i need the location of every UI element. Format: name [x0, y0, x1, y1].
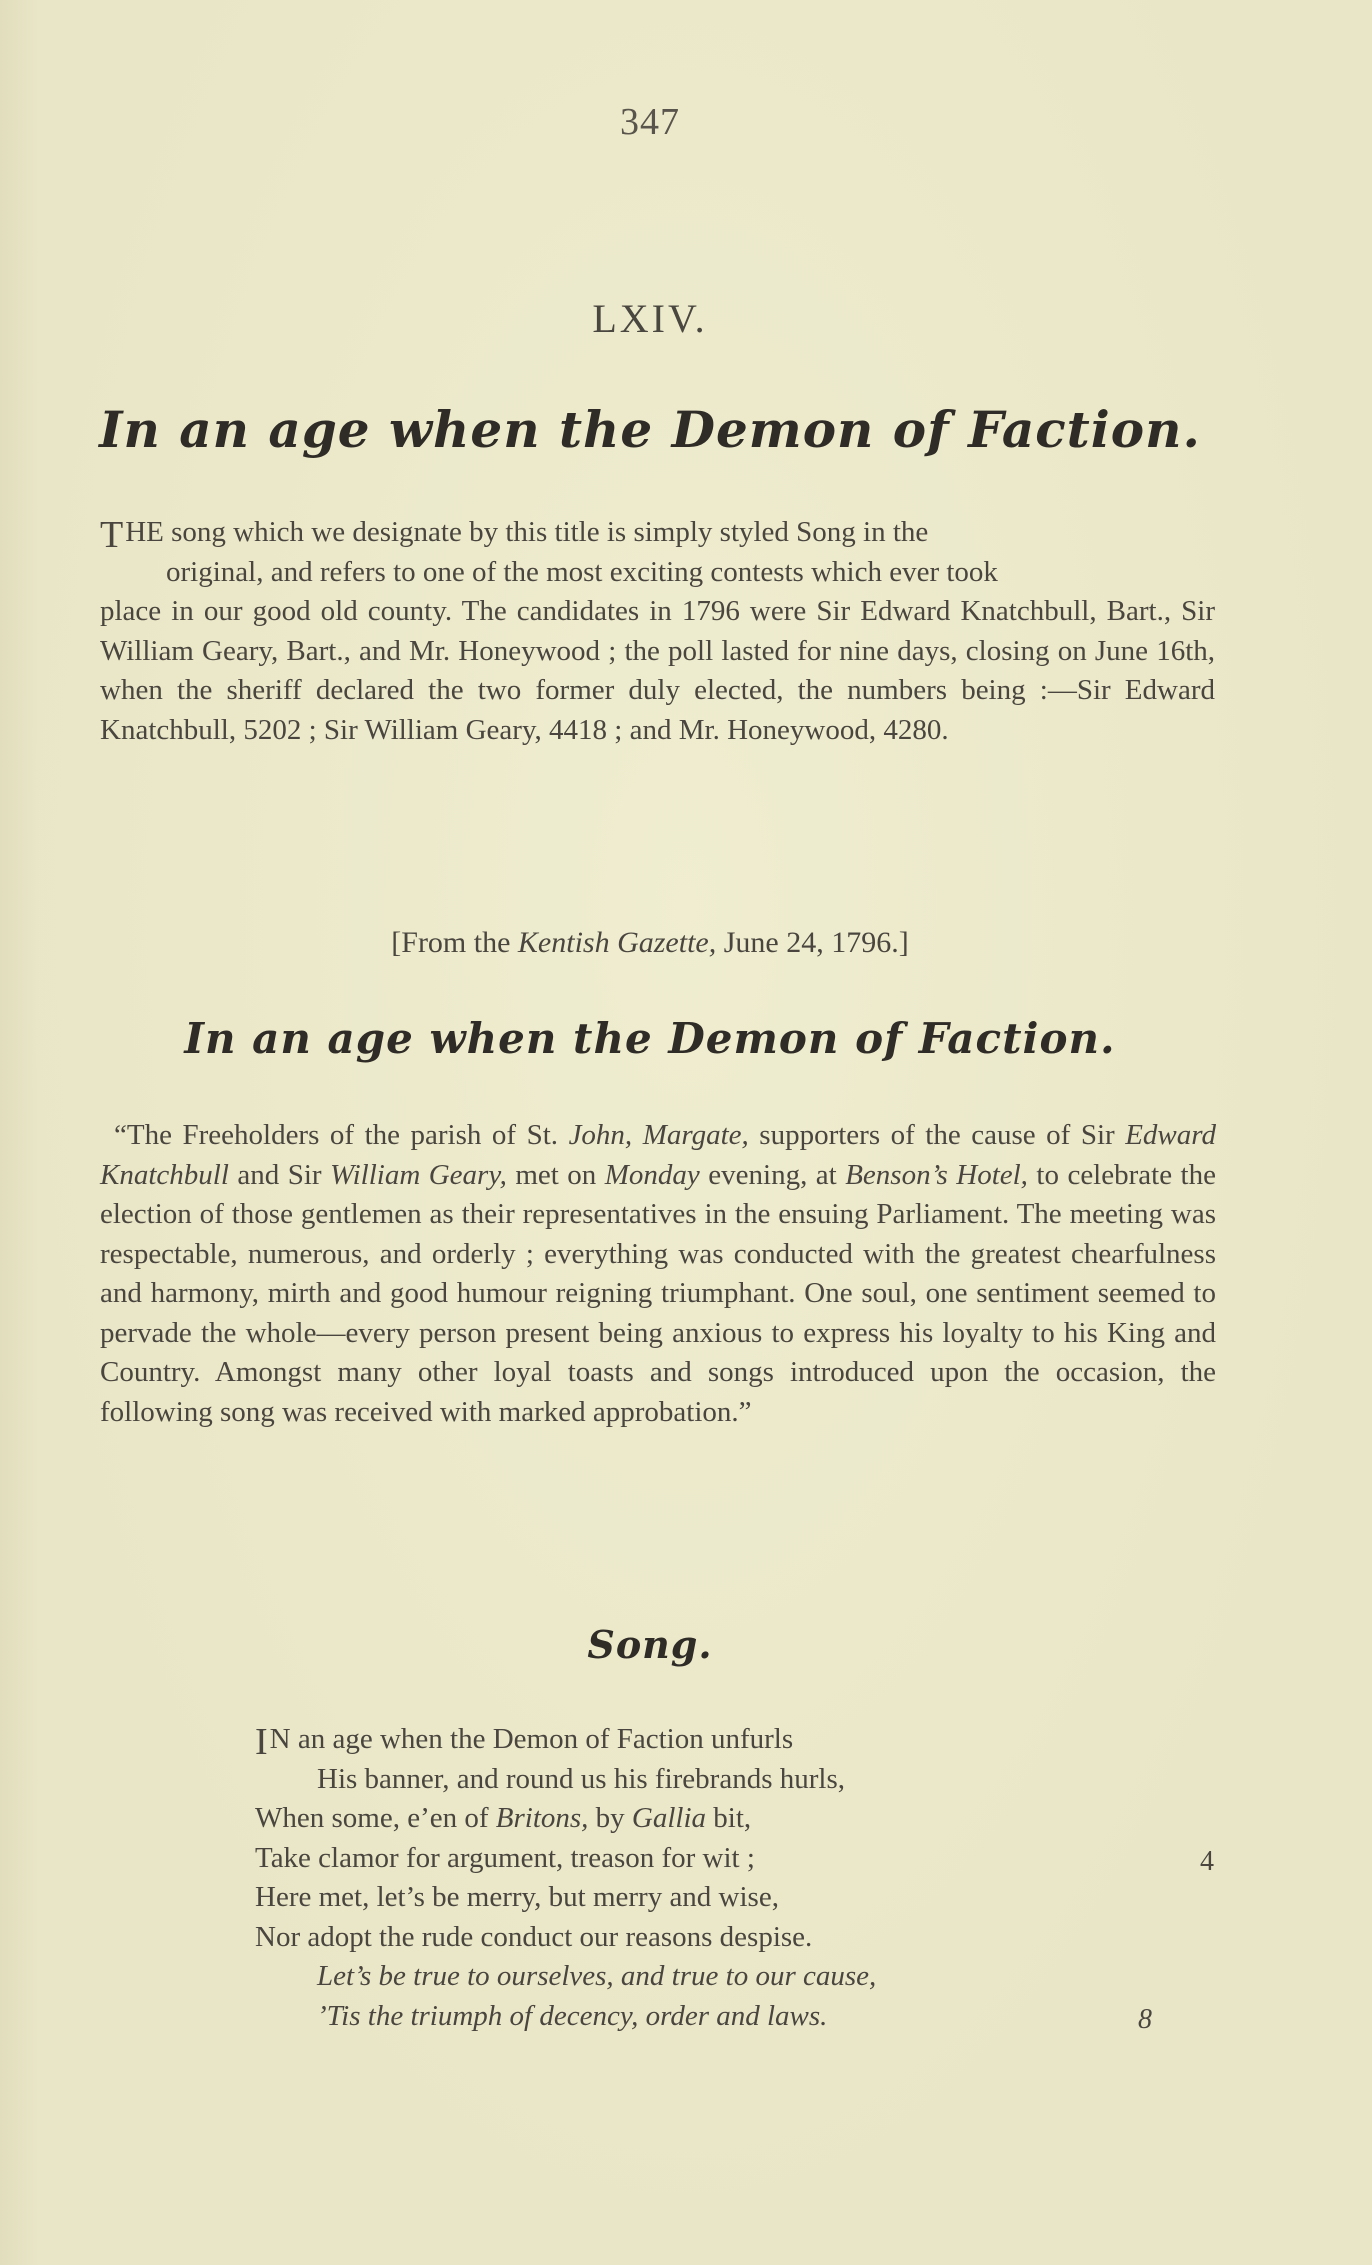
verse-line-text: Britons,: [495, 1802, 589, 1834]
intro-line-2: original, and refers to one of the most exciting contests which ever took: [166, 555, 998, 588]
quote-text: and Sir: [228, 1158, 331, 1191]
source-prefix: [From the: [391, 926, 518, 959]
quote-text: evening, at: [699, 1158, 846, 1191]
verse-line: [255, 1720, 1215, 1763]
verse-line-text: Gallia: [631, 1802, 707, 1834]
quote-name: Edward Knatchbull: [100, 1119, 1216, 1191]
verse-line: [255, 1839, 1215, 1879]
song-title: Song.: [587, 1622, 713, 1667]
verse-line-text: bit,: [706, 1802, 752, 1834]
verse-line: [255, 1799, 1215, 1839]
intro-line-1: HE song which we designate by this title is simply styled Song in the: [125, 516, 929, 548]
intro-first-line: [100, 513, 1215, 556]
verse-line: Nor adopt the rude conduct our reasons despise.: [255, 1920, 813, 1953]
quote-text: “The Freeholders of the parish of St.: [114, 1119, 569, 1151]
drop-cap: T: [100, 514, 124, 556]
quote-text: supporters of the cause of Sir: [748, 1119, 1126, 1151]
quote-day: Monday: [604, 1158, 700, 1191]
verse-drop-cap: I: [255, 1721, 268, 1763]
quote-venue: Benson’s Hotel,: [845, 1158, 1028, 1191]
line-number: 4: [1200, 1845, 1214, 1877]
verse-line-text: ’Tis the triumph of decency, order and laws.: [317, 1999, 828, 2032]
verse-refrain-line: [255, 1997, 1215, 2037]
introduction-paragraph: [100, 513, 1215, 750]
source-date: June 24, 1796.]: [716, 926, 909, 959]
verse-line-text: N an age when the Demon of Faction unfurls: [269, 1723, 794, 1755]
line-number: 8: [1138, 2003, 1152, 2035]
verse-refrain-line: Let’s be true to ourselves, and true to our cause,: [317, 1960, 877, 1992]
verse-line-text: by: [588, 1802, 632, 1834]
quote-text: to celebrate the election of those gentlemen as their representatives in the ensuing Parliament. The meeting was respectable, numerous, and orderly ; everything was conducted with the greatest chearfulness and harmony, mirth and good humour reigning triumphant. One soul, one sentiment seemed to pervade the whole—every person present being anxious to express his loyalty to his King and Country. Amongst many other loyal toasts and songs introduced upon the occasion, the following song was received with marked approbation.”: [100, 1158, 1216, 1428]
newspaper-name: Kentish Gazette,: [517, 926, 717, 959]
song-verse: [255, 1720, 1215, 2036]
page-number: 347: [620, 101, 680, 143]
newspaper-quote: [100, 1116, 1216, 1432]
song-heading: In an age when the Demon of Faction.: [99, 400, 1201, 459]
newspaper-heading: In an age when the Demon of Faction.: [184, 1014, 1116, 1063]
quote-name: William Geary,: [330, 1158, 507, 1191]
source-citation: [0, 926, 1300, 960]
verse-line: His banner, and round us his firebrands hurls,: [317, 1762, 845, 1795]
chapter-number: LXIV.: [592, 296, 708, 341]
intro-rest: place in our good old county. The candidates in 1796 were Sir Edward Knatchbull, Bart., Sir William Geary, Bart., and Mr. Honeywood ; the poll lasted for nine days, closing on June 16th, when the sheriff declared the two former duly elected, the numbers being :—Sir Edward Knatchbull, 5202 ; Sir William Geary, 4418 ; and Mr. Honeywood, 4280.: [100, 595, 1215, 746]
verse-line-text: Take clamor for argument, treason for wit ;: [255, 1841, 755, 1874]
verse-line-text: When some, e’en of: [255, 1802, 496, 1834]
quote-place: John, Margate,: [568, 1119, 749, 1151]
quote-text: met on: [506, 1158, 605, 1191]
verse-line: Here met, let’s be merry, but merry and wise,: [255, 1881, 779, 1913]
